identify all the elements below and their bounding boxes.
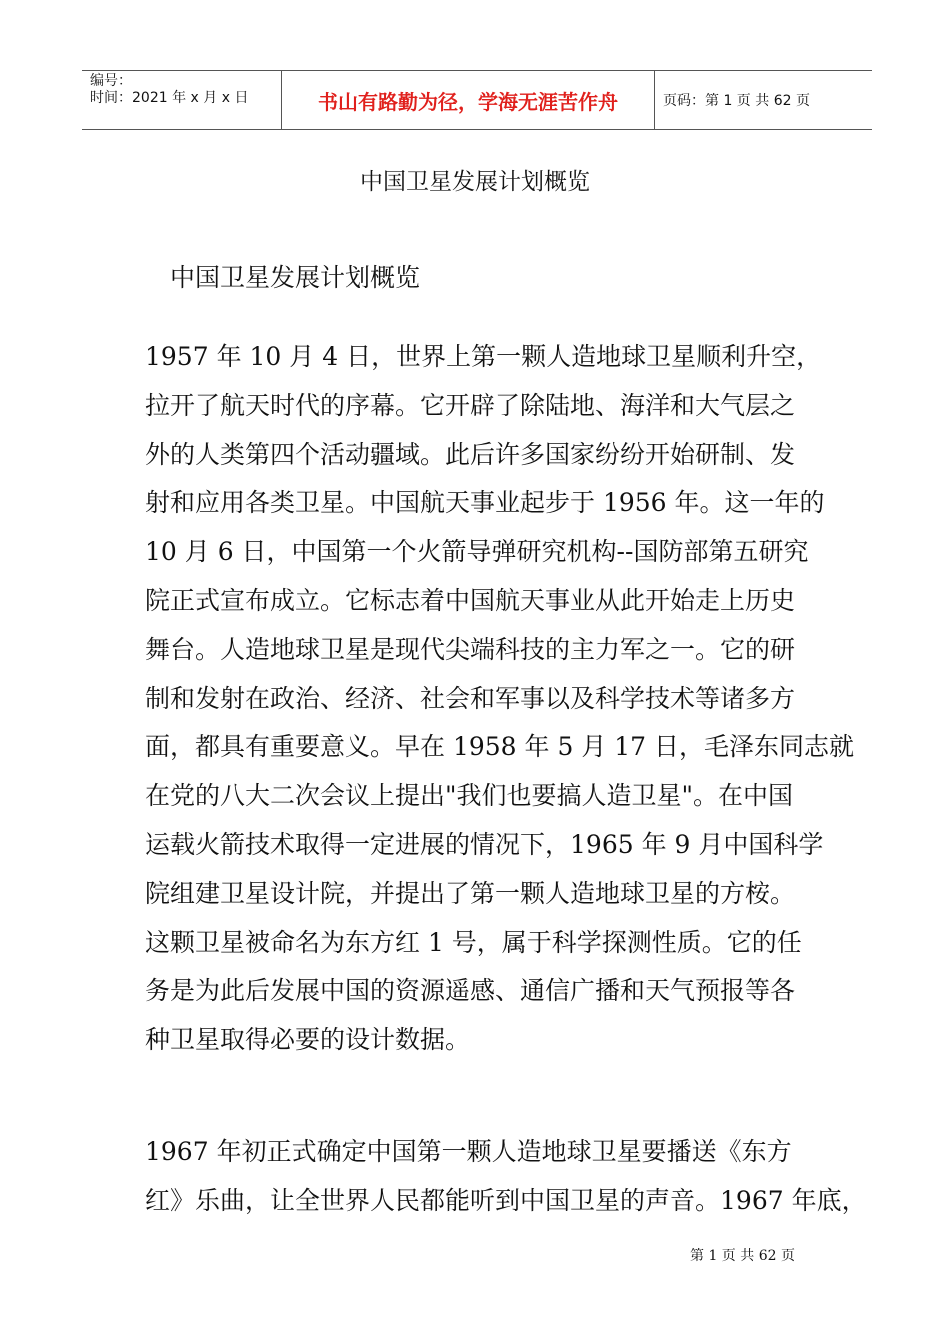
time-label: 时间：2021 年 x 月 x 日	[90, 90, 249, 106]
paragraph-line: 在党的八大二次会议上提出"我们也要搞人造卫星"。在中国	[145, 781, 794, 811]
paragraph-line: 面，都具有重要意义。早在 1958 年 5 月 17 日，毛泽东同志就	[145, 732, 855, 762]
paragraph-line: 射和应用各类卫星。中国航天事业起步于 1956 年。这一年的	[145, 488, 825, 518]
paragraph-1	[145, 333, 855, 1065]
paragraph-line: 院正式宣布成立。它标志着中国航天事业从此开始走上历史	[145, 585, 796, 615]
header-page-info: 页码：第 1 页 共 62 页	[663, 93, 810, 109]
paragraph-line: 红》乐曲，让全世界人民都能听到中国卫星的声音。1967 年底，	[145, 1185, 867, 1215]
serial-label: 编号：	[90, 73, 132, 89]
paragraph-line: 种卫星取得必要的设计数据。	[145, 1025, 471, 1055]
paragraph-line: 运载火箭技术取得一定进展的情况下，1965 年 9 月中国科学	[145, 829, 824, 859]
paragraph-line: 10 月 6 日，中国第一个火箭导弹研究机构--国防部第五研究	[145, 537, 809, 567]
page-header	[82, 70, 872, 130]
paragraph-line: 1967 年初正式确定中国第一颗人造地球卫星要播送《东方	[145, 1137, 792, 1166]
paragraph-line: 拉开了航天时代的序幕。它开辟了除陆地、海洋和大气层之	[145, 390, 796, 420]
header-motto: 书山有路勤为径，学海无涯苦作舟	[282, 71, 655, 129]
document-subtitle: 中国卫星发展计划概览	[170, 263, 421, 292]
paragraph-line: 制和发射在政治、经济、社会和军事以及科学技术等诸多方	[145, 683, 796, 713]
paragraph-line: 外的人类第四个活动疆域。此后许多国家纷纷开始研制、发	[145, 439, 796, 469]
paragraph-line: 务是为此后发展中国的资源遥感、通信广播和天气预报等各	[145, 976, 796, 1006]
page-footer: 第 1 页 共 62 页	[690, 1248, 795, 1264]
header-meta	[82, 71, 282, 129]
paragraph-2	[145, 1128, 867, 1226]
paragraph-line: 舞台。人造地球卫星是现代尖端科技的主力军之一。它的研	[145, 634, 796, 664]
paragraph-line: 这颗卫星被命名为东方红 1 号，属于科学探测性质。它的任	[145, 927, 802, 957]
paragraph-line: 院组建卫星设计院，并提出了第一颗人造地球卫星的方桉。	[145, 878, 796, 908]
paragraph-line: 1957 年 10 月 4 日，世界上第一颗人造地球卫星顺利升空，	[145, 342, 822, 371]
document-title: 中国卫星发展计划概览	[360, 169, 590, 195]
